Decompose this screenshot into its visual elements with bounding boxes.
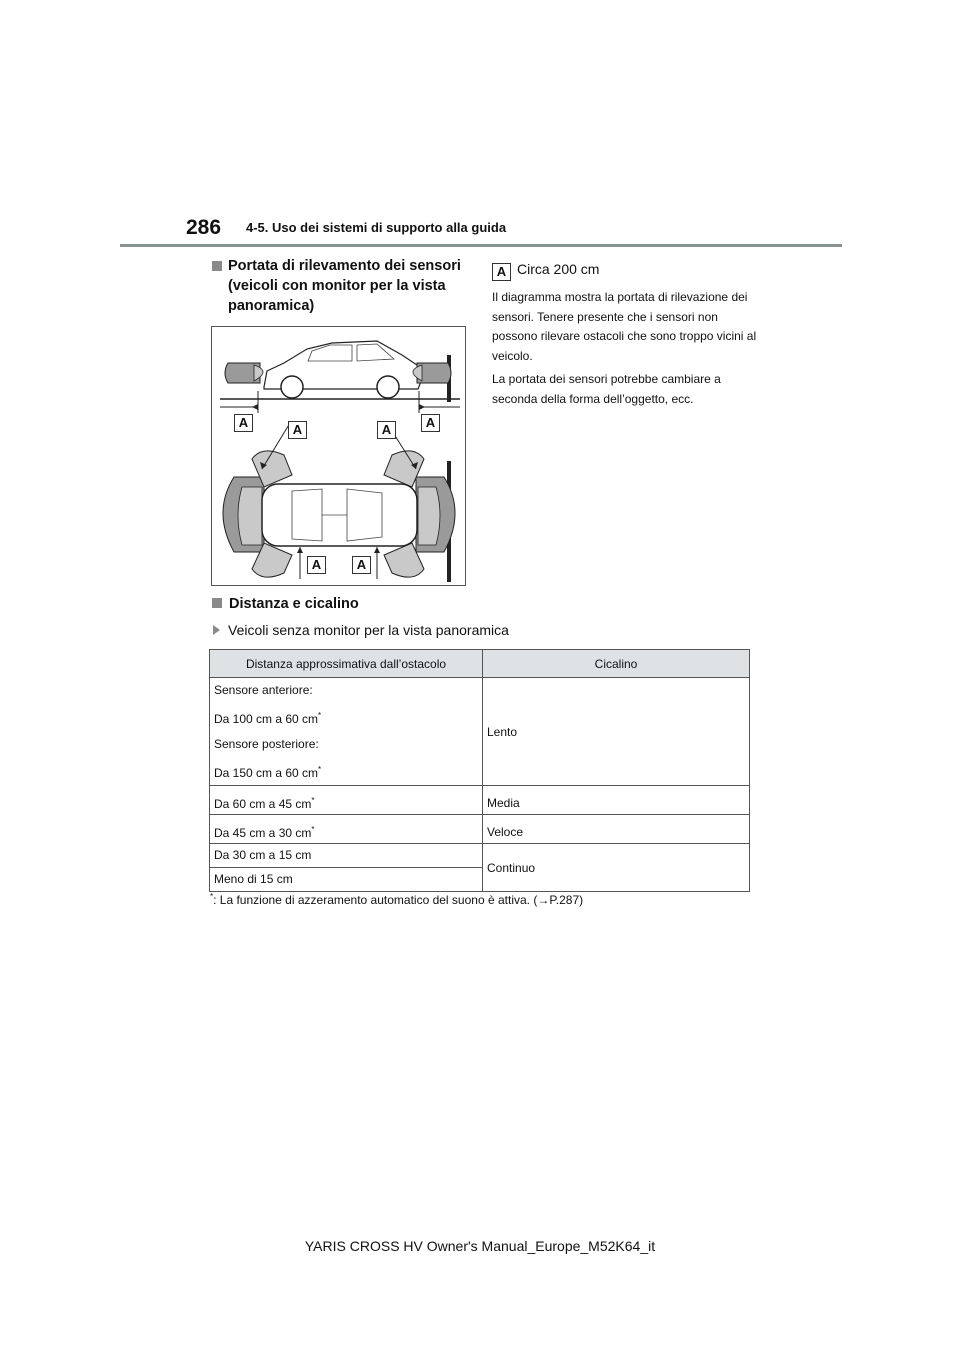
manual-footer: YARIS CROSS HV Owner's Manual_Europe_M52K64_it — [304, 1238, 656, 1254]
table-row — [210, 678, 750, 786]
header-divider — [120, 244, 842, 247]
column-header: Distanza approssimativa dall’ostacolo — [210, 650, 483, 678]
sensor-description — [492, 288, 762, 413]
distance-cell: Da 45 cm a 30 cm* — [210, 815, 483, 844]
page-number: 286 — [186, 216, 222, 239]
section-title: 4-5. Uso dei sistemi di supporto alla guida — [246, 220, 507, 235]
description-paragraph: La portata dei sensori potrebbe cambiare a seconda della forma dell’oggetto, ecc. — [492, 372, 721, 406]
distance-cell: Sensore anteriore: Da 100 cm a 60 cm* Sensore posteriore: Da 150 cm a 60 cm* — [210, 678, 483, 786]
triangle-bullet-icon — [213, 625, 220, 635]
diagram-label-a: A — [307, 556, 326, 574]
beep-cell: Continuo — [483, 844, 750, 892]
column-header: Cicalino — [483, 650, 750, 678]
sensor-diagram-illustration — [212, 327, 465, 585]
legend-text: Circa 200 cm — [517, 261, 600, 277]
diagram-label-a: A — [288, 421, 307, 439]
table-row — [210, 786, 750, 815]
legend — [492, 261, 599, 281]
diagram-label-a: A — [377, 421, 396, 439]
description-paragraph: Il diagramma mostra la portata di rilevazione dei sensori. Tenere presente che i sensori non possono rilevare ostacoli che sono troppo vicini al veicolo. — [492, 290, 757, 363]
square-bullet-icon — [212, 261, 222, 271]
diagram-label-a: A — [234, 414, 253, 432]
square-bullet-icon — [212, 598, 222, 608]
distance-cell: Da 60 cm a 45 cm* — [210, 786, 483, 815]
beep-cell: Media — [483, 786, 750, 815]
distance-heading: Distanza e cicalino — [212, 596, 359, 612]
sensor-range-diagram — [211, 326, 466, 586]
diagram-label-a: A — [352, 556, 371, 574]
sensor-range-heading: Portata di rilevamento dei sensori (veicoli con monitor per la vista panoramica) — [212, 256, 477, 316]
beep-cell: Lento — [483, 678, 750, 786]
footnote: *: La funzione di azzeramento automatico del suono è attiva. (→P.287) — [210, 892, 584, 907]
label-a-box: A — [492, 263, 511, 281]
beep-cell: Veloce — [483, 815, 750, 844]
table-row — [210, 844, 750, 868]
distance-cell: Meno di 15 cm — [210, 868, 483, 892]
table-header-row — [210, 650, 750, 678]
distance-subheading: Veicoli senza monitor per la vista panoramica — [213, 622, 509, 638]
table-row — [210, 815, 750, 844]
distance-cell: Da 30 cm a 15 cm — [210, 844, 483, 868]
diagram-label-a: A — [421, 414, 440, 432]
distance-beep-table — [209, 649, 750, 892]
